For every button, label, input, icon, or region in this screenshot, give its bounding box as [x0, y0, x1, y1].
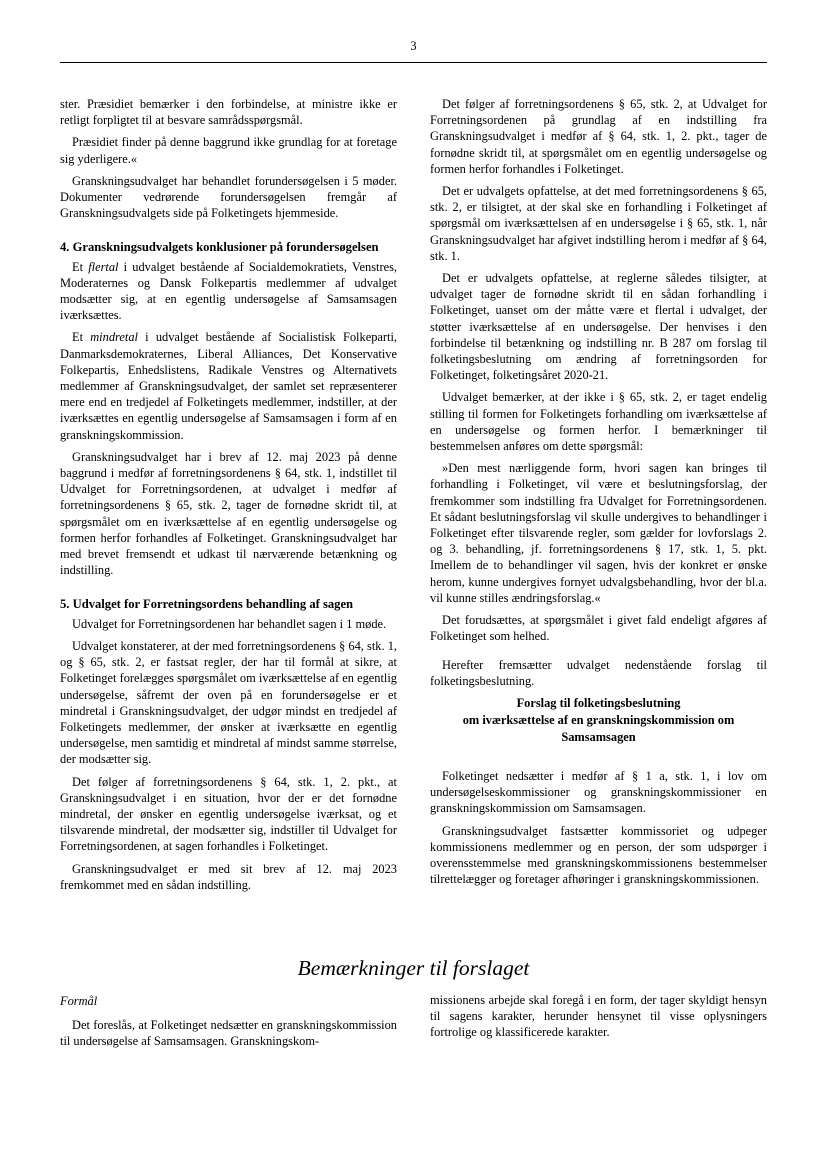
paragraph-minority: [60, 329, 397, 442]
paragraph: Folketinget nedsætter i medfør af § 1 a, stk. 1, i lov om undersøgelseskommissioner og granskningskommissioner en granskningskommission om Samsamsagen.: [430, 768, 767, 816]
paragraph: Præsidiet finder på denne baggrund ikke grundlag for at foretage sig yderligere.«: [60, 135, 397, 166]
paragraph: Granskningsudvalget fastsætter kommissoriet og udpeger kommissionens medlemmer og en person, der som udspørger i overensstemmelse med granskningskommissionens bestemmelser tilrettelægger og foretager afhøringer i granskningskommissionen.: [430, 823, 767, 887]
paragraph: Det foreslås, at Folketinget nedsætter en granskningskommission til undersøgelse af Samsamsagen. Granskningskom-: [60, 1018, 397, 1049]
spacer: [430, 746, 767, 768]
remarks-left-column: [60, 993, 397, 1056]
paragraph: Det forudsættes, at spørgsmålet i givet fald endeligt afgøres af Folketinget som helhed.: [430, 613, 767, 644]
page-number: 3: [410, 39, 417, 53]
paragraph: Granskningsudvalget har i brev af 12. maj 2023 på denne baggrund i medfør af forretningsordenens § 64, stk. 1, indstillet til Udvalget for Forretningsordenen, at udvalget i medfør af forretningsordenens § 65, stk. 2, tager de fornødne skridt til, at spørgsmålet om en iværksættelse af en egentlig undersøgelse og formen herfor forhandles af Folketinget. Granskningsudvalget har med brevet fremsendt et udkast til nærværende betænkning og indstilling.: [60, 449, 397, 578]
section-heading-4: 4. Granskningsudvalgets konklusioner på forundersøgelsen: [60, 240, 379, 255]
header-rule: [60, 62, 767, 63]
quoted-paragraph: »Den mest nærliggende form, hvori sagen kan bringes til forhandling i Folketinget, vil være et beslutningsforslag, der fremkommer som indstilling fra Udvalget for Forretningsordenen. Et sådant beslutningsforslag vil skulle undergives to behandlinger i Folketinget efter tilsvarende regler, som gælder for lovforslags 2. og 3. behandling, jf. forretningsordenens § 17, stk. 1, 5. pkt. Imellem de to behandlinger vil sagen, hvis der konkret er ønske herom, kunne undergives fornyet udvalgsbehandling, hvor der bl.a. vil kunne stilles ændringsforslag.«: [430, 461, 767, 605]
paragraph: ster. Præsidiet bemærker i den forbindelse, at ministre ikke er retligt forpligtet til at besvare samrådsspørgsmål.: [60, 97, 397, 128]
paragraph: Granskningsudvalget har behandlet forundersøgelsen i 5 møder. Dokumenter vedrørende forundersøgelsen fremgår af Granskningsudvalgets side på Folketingets hjemmeside.: [60, 173, 397, 221]
paragraph: Det følger af forretningsordenens § 65, stk. 2, at Udvalget for Forretningsordenen på grundlag af en indstilling fra Granskningsudvalget i medfør af § 64, stk. 1, 2. pkt., tager de fornødne skridt til, at spørgsmålet om en egentlig undersøgelse og formen herfor forhandles i Folketinget.: [430, 97, 767, 176]
remarks-title: Bemærkninger til forslaget: [297, 956, 530, 980]
emphasis: flertal: [88, 259, 119, 274]
emphasis: mindretal: [90, 330, 138, 345]
paragraph-majority: [60, 259, 397, 324]
paragraph: Udvalget for Forretningsordenen har behandlet sagen i 1 møde.: [72, 616, 387, 631]
paragraph: Udvalget bemærker, at der ikke i § 65, stk. 2, er taget endelig stilling til formen for Folketingets forhandling om iværksættelse af en undersøgelse og formen herfor. I bemærkninger til bestemmelsen anføres om dette spørgsmål:: [430, 390, 767, 454]
paragraph: Herefter fremsætter udvalget nedenstående forslag til folketingsbeslutning.: [430, 657, 767, 688]
spacer: [60, 584, 397, 596]
paragraph: Det er udvalgets opfattelse, at det med forretningsordenens § 65, stk. 2, er tilsigtet, at der skal ske en forhandling i Folketinget af spørgsmål om iværksættelsen af en undersøgelse i § 65, stk. 1, når Granskningsudvalget har afgivet indstilling herom i medfør af § 64, stk. 1.: [430, 184, 767, 263]
proposal-title-line: Samsamsagen: [561, 729, 636, 744]
paragraph: missionens arbejde skal foregå i en form, der tager skyldigt hensyn til sagens karakter, herunder hensynet til visse oplysningers fortrolige og klassificerede karakter.: [430, 993, 767, 1040]
section-heading-5: 5. Udvalget for Forretningsordens behandling af sagen: [60, 597, 354, 612]
proposal-title-line: om iværksættelse af en granskningskommission om: [462, 712, 735, 727]
paragraph: Granskningsudvalget er med sit brev af 12. maj 2023 fremkommet med en sådan indstilling.: [60, 861, 397, 892]
left-column: [60, 96, 397, 899]
paragraph: Det følger af forretningsordenens § 64, stk. 1, 2. pkt., at Granskningsudvalget i en situation, hvor der er det fornødne mindretal, der ønsker en egentlig undersøgelse iværksat, og et tilsvarende mindretal, der modsætter sig, indstiller til Udvalget for Forretningsordenen, at sagen forhandles i Folketinget.: [60, 774, 397, 854]
text: i udvalget bestående af Socialdemokratiets, Venstres, Moderaternes og Dansk Folkepartis medlemmer af udvalget modsætter sig, at en egentlig undersøgelse af Samsamsagen iværksættes.: [60, 259, 398, 323]
proposal-title: [430, 695, 767, 746]
text: Et: [72, 330, 91, 345]
text: Et: [72, 259, 89, 274]
paragraph: Det er udvalgets opfattelse, at reglerne således tilsigter, at udvalget tager de fornødne skridt til en sådan forhandling i Folketinget, uanset om der måtte være et flertal i udvalget, der støtter iværksættelse af en undersøgelse. Der henvises i den forbindelse til betænkning og indstilling nr. B 287 om forslag til folketingsbeslutning om ændring af forretningsorden for Folketinget, folketingsåret 2020-21.: [430, 271, 767, 383]
text: i udvalget bestående af Socialistisk Folkeparti, Danmarksdemokraternes, Liberal Alliances, Det Konservative Folkepartis, Enhedslistens, Radikale Venstres og Alternativets medlemmer af Granskningsudvalget, der samlet set repræsenterer mere end en tredjedel af Folketingets medlemmer, indstiller, at der iværksættes en egentlig undersøgelse af Samsamsagen i form af en granskningskommission.: [60, 330, 397, 442]
spacer: [60, 227, 397, 239]
right-column: [430, 96, 767, 893]
proposal-title-line: Forslag til folketingsbeslutning: [516, 695, 681, 710]
remarks-subheading: Formål: [60, 994, 98, 1008]
paragraph: Udvalget konstaterer, at der med forretningsordenens § 64, stk. 1, og § 65, stk. 2, er fastsat regler, der har til formål at sikre, at Folketinget forelægges spørgsmålet om iværksættelse af en egentlig undersøgelse, såfremt der oven på en forundersøgelse er et mindretal i Granskningsudvalget, der udgør mindst en tredjedel af Folketingets medlemmer, der ønsker at iværksætte en egentlig undersøgelse, men samtidig et mindretal af mindst samme størrelse, der modsætter sig.: [60, 638, 397, 767]
remarks-right-column: [430, 992, 767, 1047]
